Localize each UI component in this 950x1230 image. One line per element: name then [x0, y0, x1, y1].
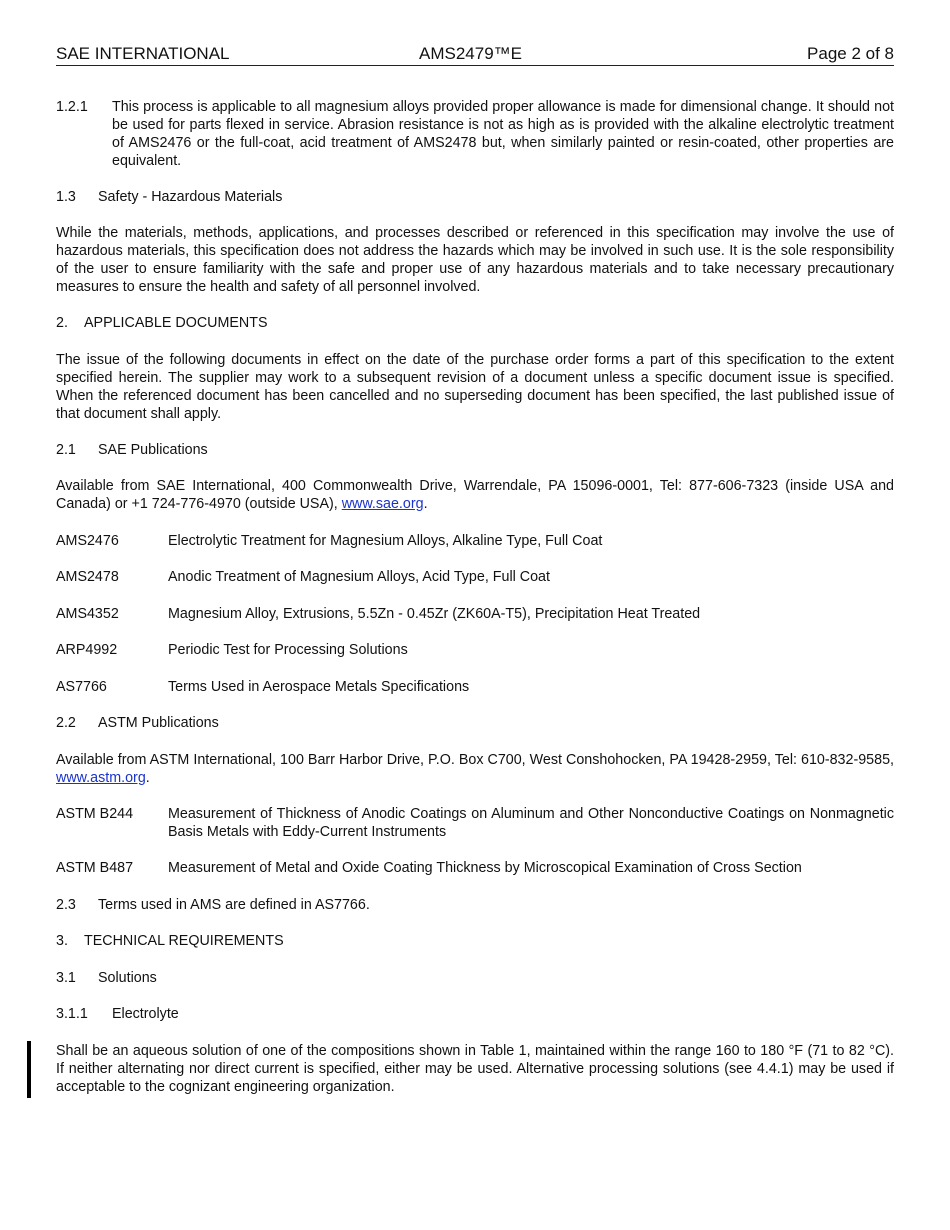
reference-row: [56, 859, 894, 877]
section-2-3: [56, 896, 894, 914]
reference-title: Measurement of Thickness of Anodic Coatings on Aluminum and Other Nonconductive Coatings on Nonmagnetic Basis Metals with Eddy-Current Instruments: [168, 806, 894, 840]
reference-row: [56, 568, 894, 586]
section-number: 2.1: [56, 442, 76, 458]
section-title: TECHNICAL REQUIREMENTS: [84, 933, 284, 949]
revision-change-bar: [27, 1041, 31, 1098]
section-number: 2.3: [56, 897, 76, 913]
reference-code: ASTM B244: [56, 806, 134, 822]
reference-row: [56, 605, 894, 623]
safety-paragraph: While the materials, methods, applications, and processes described or referenced in this specification may involve the use of hazardous materials, this specification does not address the hazards which may be involved in such use. It is the sole responsibility of the user to ensure familiarity with the safe and proper use of any hazardous materials and to take necessary precautionary measures to ensure the health and safety of all personnel involved.: [56, 225, 894, 295]
sae-availability-text: Available from SAE International, 400 Commonwealth Drive, Warrendale, PA 15096-0001, Tel: 877-606-7323 (inside USA and Canada) or +1 724-776-4970 (outside USA),: [56, 478, 894, 512]
section-2-2-heading: [56, 714, 894, 732]
section-title: ASTM Publications: [98, 715, 219, 731]
reference-row: [56, 805, 894, 841]
reference-title: Terms Used in Aerospace Metals Specifications: [168, 679, 470, 695]
header-doc-id: AMS2479™E: [419, 44, 522, 63]
header-page-number: Page 2 of 8: [807, 44, 894, 63]
reference-code: AMS2476: [56, 533, 119, 549]
section-number: 3.: [56, 933, 68, 949]
section-1-2-1: [56, 98, 894, 170]
section-1-2-1-text: This process is applicable to all magnesium alloys provided proper allowance is made for dimensional change. It should not be used for parts flexed in service. Abrasion resistance is not as high as is provided with the alkaline electrolytic treatment of AMS2476 or the full-coat, acid treatment of AMS2478 but, when similarly painted or resin-coated, other properties are equivalent.: [112, 99, 894, 169]
section-2-heading: [56, 314, 894, 332]
astm-availability-text: Available from ASTM International, 100 Barr Harbor Drive, P.O. Box C700, West Conshohocken, PA 19428-2959, Tel: 610-832-9585,: [56, 752, 894, 768]
section-number: 2.2: [56, 715, 76, 731]
section-title: SAE Publications: [98, 442, 208, 458]
applicable-documents-paragraph: The issue of the following documents in effect on the date of the purchase order forms a part of this specification to the extent specified herein. The supplier may work to a subsequent revision of a document unless a specific document issue is specified. When the referenced document has been cancelled and no superseding document has been specified, the last published issue of that document shall apply.: [56, 352, 894, 422]
sae-website-link[interactable]: www.sae.org: [341, 496, 424, 512]
section-1-3-heading: [56, 188, 894, 206]
reference-title: Periodic Test for Processing Solutions: [168, 642, 408, 658]
reference-title: Anodic Treatment of Magnesium Alloys, Acid Type, Full Coat: [168, 569, 550, 585]
section-title: Safety - Hazardous Materials: [98, 189, 283, 205]
sae-availability-paragraph: [56, 477, 894, 513]
section-title: Electrolyte: [112, 1006, 179, 1022]
section-number: 3.1: [56, 970, 76, 986]
astm-website-link[interactable]: www.astm.org: [56, 770, 146, 786]
section-number: 3.1.1: [56, 1006, 88, 1022]
reference-row: [56, 678, 894, 696]
section-title: APPLICABLE DOCUMENTS: [84, 315, 268, 331]
astm-availability-end: .: [145, 770, 150, 786]
astm-availability-paragraph: [56, 751, 894, 787]
section-2-1-heading: [56, 441, 894, 459]
reference-code: AMS4352: [56, 606, 119, 622]
section-number: 1.3: [56, 189, 76, 205]
reference-title: Measurement of Metal and Oxide Coating Thickness by Microscopical Examination of Cross Section: [168, 860, 802, 876]
reference-title: Magnesium Alloy, Extrusions, 5.5Zn - 0.45Zr (ZK60A-T5), Precipitation Heat Treated: [168, 606, 701, 622]
reference-title: Electrolytic Treatment for Magnesium Alloys, Alkaline Type, Full Coat: [168, 533, 603, 549]
sae-availability-end: .: [423, 496, 428, 512]
reference-code: AMS2478: [56, 569, 119, 585]
reference-row: [56, 641, 894, 659]
reference-code: ASTM B487: [56, 860, 134, 876]
section-3-heading: [56, 932, 894, 950]
page-header: [56, 44, 894, 66]
header-org: SAE INTERNATIONAL: [56, 44, 230, 63]
reference-code: ARP4992: [56, 642, 118, 658]
section-title: Solutions: [98, 970, 157, 986]
section-3-1-1-heading: [56, 1005, 894, 1023]
section-number: 2.: [56, 315, 68, 331]
section-3-1-heading: [56, 969, 894, 987]
reference-code: AS7766: [56, 679, 107, 695]
electrolyte-paragraph: Shall be an aqueous solution of one of the compositions shown in Table 1, maintained within the range 160 to 180 °F (71 to 82 °C). If neither alternating nor direct current is specified, either may be used. Alternative processing solutions (see 4.4.1) may be used if acceptable to the cognizant engineering organization.: [56, 1043, 894, 1095]
section-number: 1.2.1: [56, 99, 88, 115]
section-2-3-text: Terms used in AMS are defined in AS7766.: [98, 897, 370, 913]
reference-row: [56, 532, 894, 550]
